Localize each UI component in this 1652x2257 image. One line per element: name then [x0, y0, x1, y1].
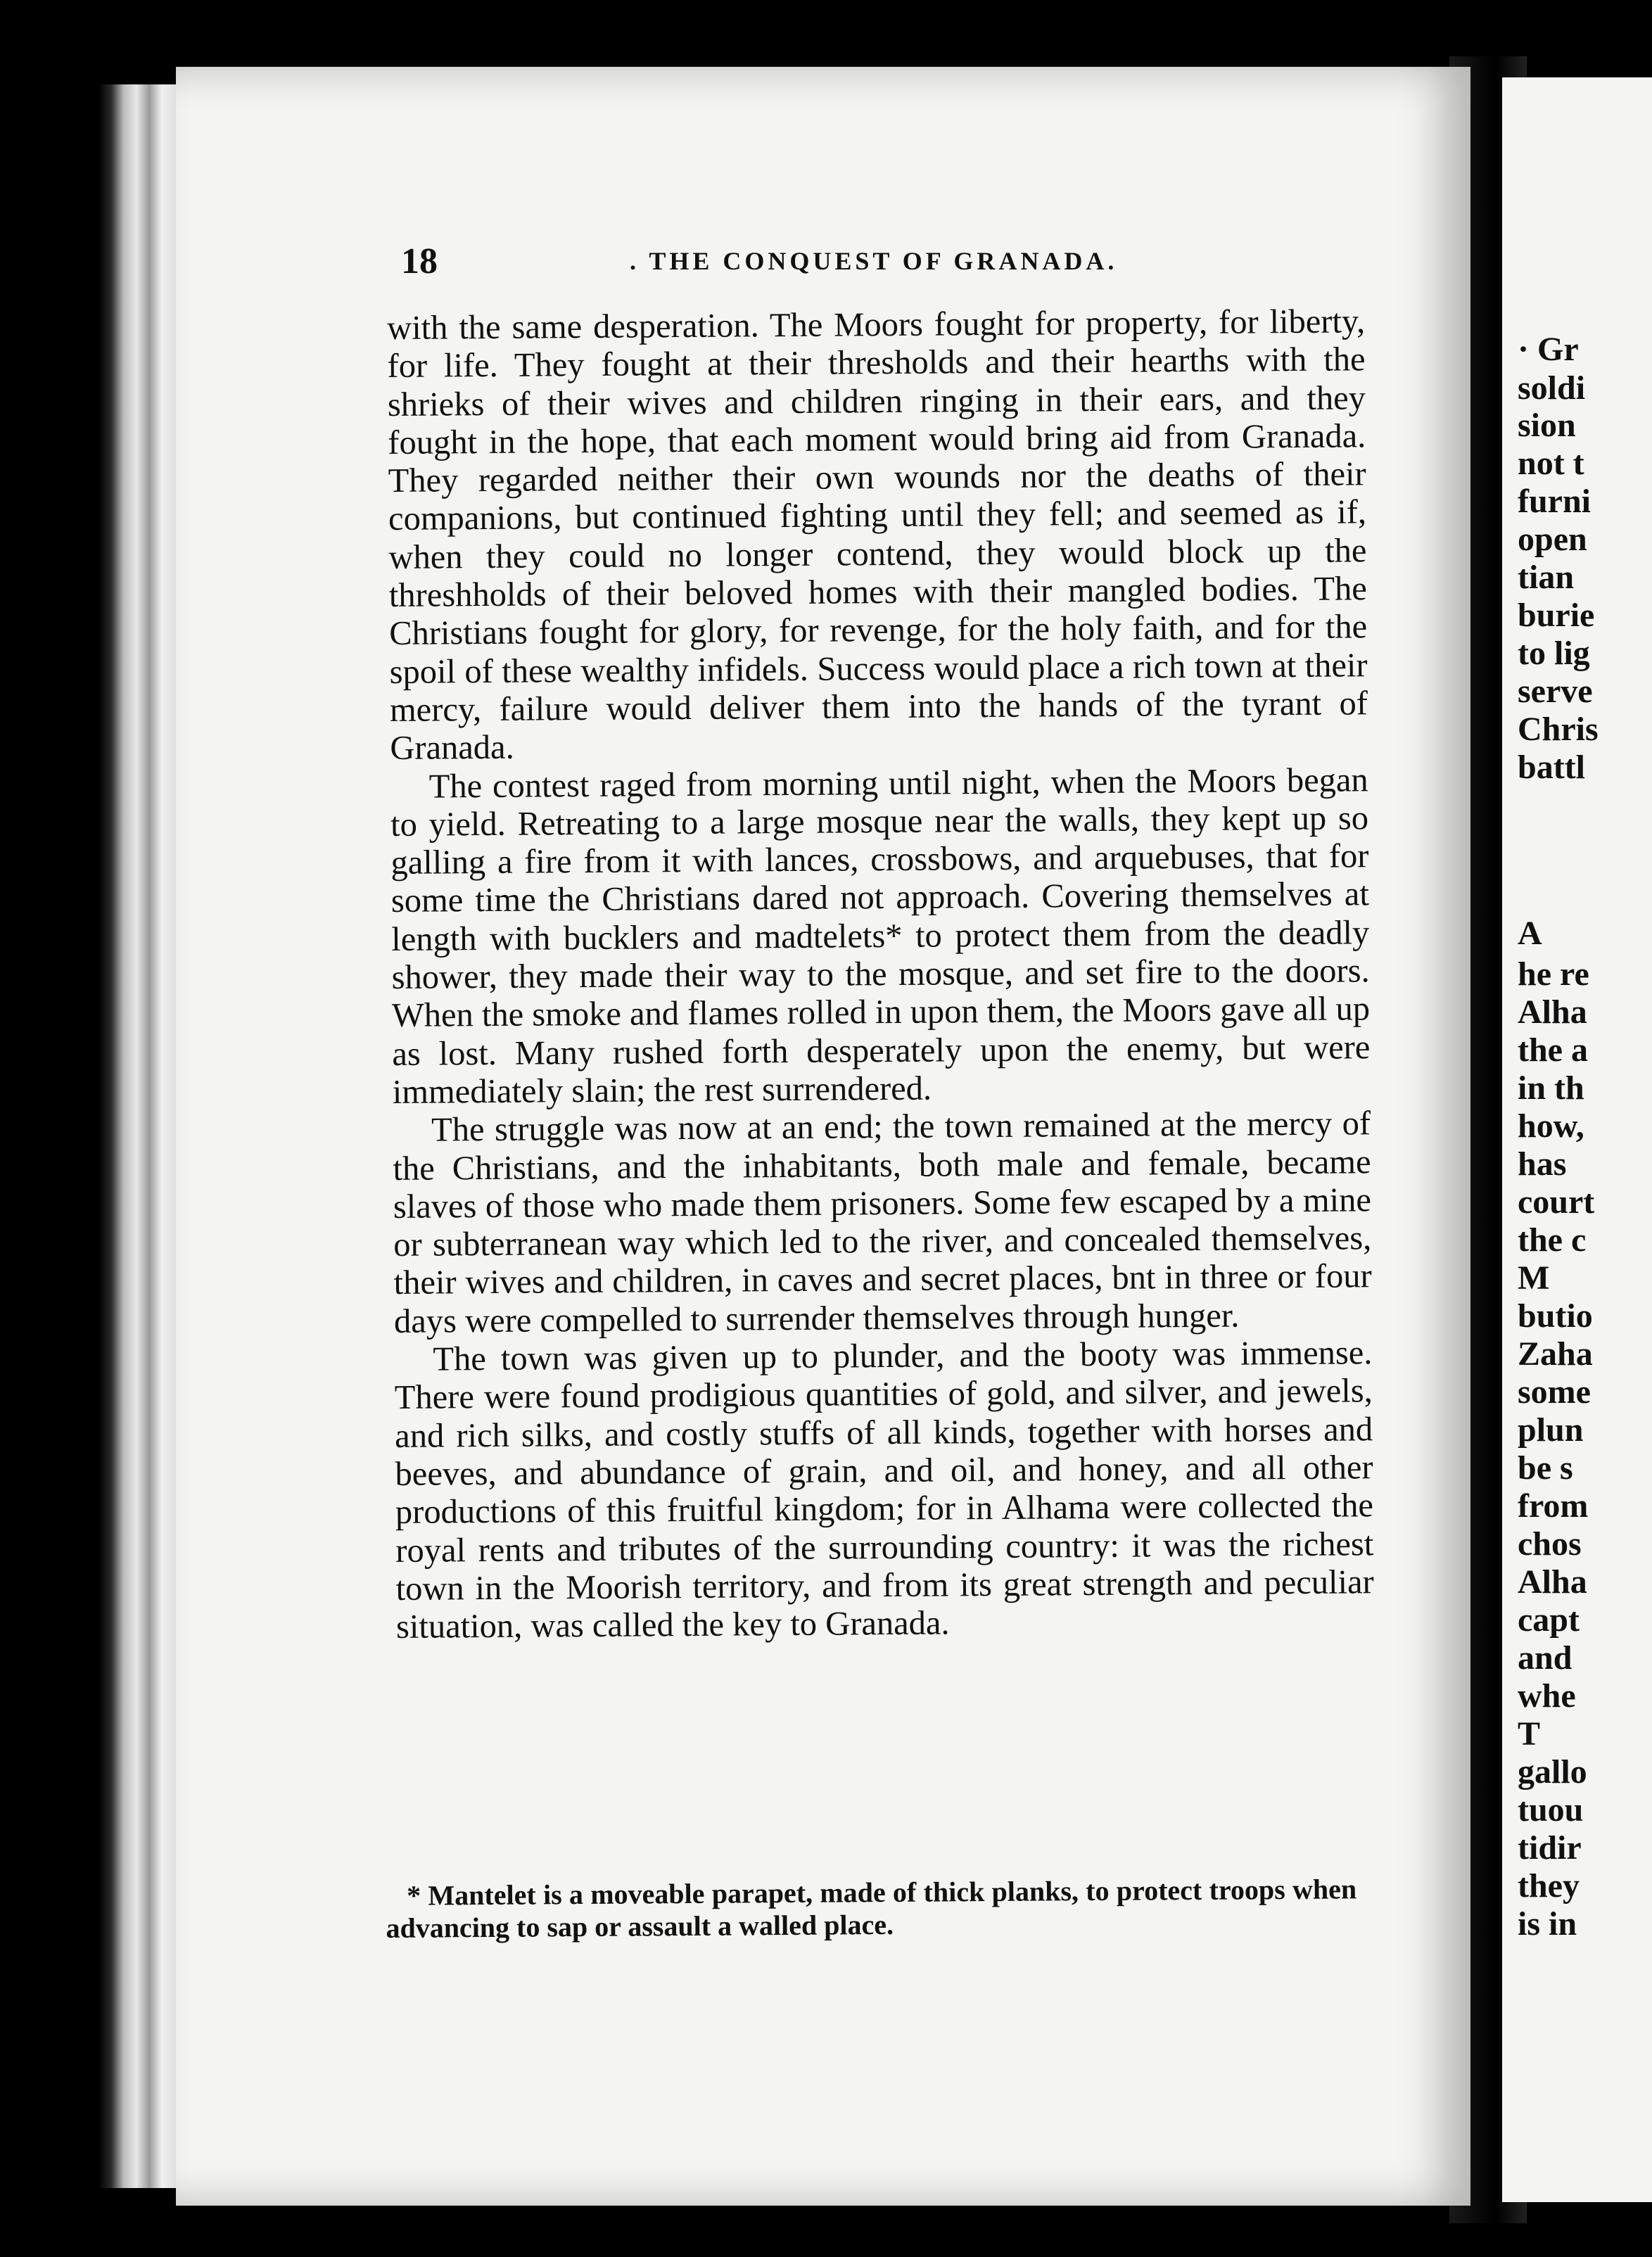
right-page-line: court — [1518, 1183, 1595, 1221]
right-page-line: the a — [1518, 1031, 1588, 1069]
right-page-line: to lig — [1518, 635, 1590, 672]
paragraph-3: The struggle was now at an end; the town remained at the mercy of the Christians, and the inhabitants, both male and female, became slaves of those who made them prisoners. Some few escaped by a mine or subterranean way which led to the river, and concealed themselves, their wives and children, in caves and secret places, bnt in three or four days were compelled to surrender themselves through hunger. — [393, 1105, 1372, 1340]
right-page-line: is in — [1518, 1905, 1577, 1943]
right-page-line: soldi — [1518, 369, 1586, 407]
right-page-line: M — [1518, 1259, 1550, 1297]
right-page-line: and — [1518, 1639, 1572, 1677]
right-page-line: be s — [1518, 1449, 1573, 1487]
paragraph-4: The town was given up to plunder, and the booty was immense. There were found prodigious quantities of gold, and silver, and jewels, and rich silks, and costly stuffs of all kinds, together with horses and beeves, and abundance of grain, and oil, and honey, and all other productions of this fruitful kingdom; for in Alhama were collected the royal rents and tributes of the surrounding country: it was the richest town in the Moorish territory, and from its great strength and peculiar situation, was called the key to Granada. — [394, 1334, 1374, 1646]
right-page-line: some — [1518, 1373, 1591, 1411]
book-spine — [99, 84, 183, 2188]
right-page-line: not t — [1518, 445, 1584, 482]
right-page-line: he re — [1518, 955, 1589, 993]
right-page-line: · Gr — [1518, 331, 1579, 368]
right-page-line: chos — [1518, 1525, 1582, 1563]
right-page-line: burie — [1518, 597, 1595, 634]
body-text — [387, 303, 1374, 1646]
right-page-line: serve — [1518, 673, 1593, 710]
running-title: . THE CONQUEST OF GRANADA. — [630, 247, 1118, 275]
right-page-line: capt — [1518, 1601, 1580, 1639]
right-page-line: has — [1518, 1145, 1567, 1183]
right-page-line: Chris — [1518, 711, 1599, 748]
right-page-line: Alha — [1518, 1563, 1587, 1601]
right-page-line: battl — [1518, 749, 1585, 786]
right-page-line: how, — [1518, 1107, 1584, 1145]
right-page-line: Zaha — [1518, 1335, 1593, 1373]
right-page-line: Alha — [1518, 993, 1587, 1031]
paragraph-1: with the same desperation. The Moors fought for property, for liberty, for life. They fought at their thresholds and their hearths with the shrieks of their wives and children ringing in their ears, and they fought in the hope, that each moment would bring aid from Granada. They regarded neither their own wounds nor the deaths of their companions, but continued fighting until they fell; and seemed as if, when they could no longer contend, they would block up the threshholds of their beloved homes with their mangled bodies. The Christians fought for glory, for revenge, for the holy faith, and for the spoil of these wealthy infidels. Success would place a rich town at their mercy, failure would deliver them into the hands of the tyrant of Granada. — [387, 303, 1368, 768]
right-page-line: A — [1518, 915, 1542, 952]
right-page-line: gallo — [1518, 1753, 1587, 1791]
right-page-line: T — [1518, 1715, 1541, 1753]
right-page-line: in th — [1518, 1069, 1584, 1107]
page-header — [401, 241, 1372, 283]
right-page-line: the c — [1518, 1221, 1587, 1259]
right-page-line: sion — [1518, 407, 1576, 444]
right-page-line: furni — [1518, 483, 1591, 520]
right-page-line: plun — [1518, 1411, 1584, 1449]
page-number: 18 — [401, 241, 438, 281]
right-page-line: they — [1518, 1867, 1580, 1905]
right-page-line: tuou — [1518, 1791, 1584, 1829]
right-page-line: tian — [1518, 559, 1575, 596]
right-page-line: from — [1518, 1487, 1589, 1525]
footnote: * Mantelet is a moveable parapet, made of thick planks, to protect troops when advancing to sap or assault a walled place. — [386, 1873, 1357, 1944]
right-page-line: tidir — [1518, 1829, 1582, 1867]
right-page-line: butio — [1518, 1297, 1593, 1335]
paragraph-2: The contest raged from morning until night, when the Moors began to yield. Retreating to a large mosque near the walls, they kept up so galling a fire from it with lances, crossbows, and arquebuses, that for some time the Christians dared not approach. Covering themselves at length with bucklers and madtelets* to protect them from the deadly shower, they made their way to the mosque, and set fire to the doors. When the smoke and flames rolled in upon them, the Moors gave all up as lost. Many rushed forth desperately upon the enemy, but were immediately slain; the rest surrendered. — [390, 761, 1371, 1111]
right-page-line: open — [1518, 521, 1587, 558]
right-page — [1502, 77, 1652, 2202]
right-page-line: whe — [1518, 1677, 1576, 1715]
